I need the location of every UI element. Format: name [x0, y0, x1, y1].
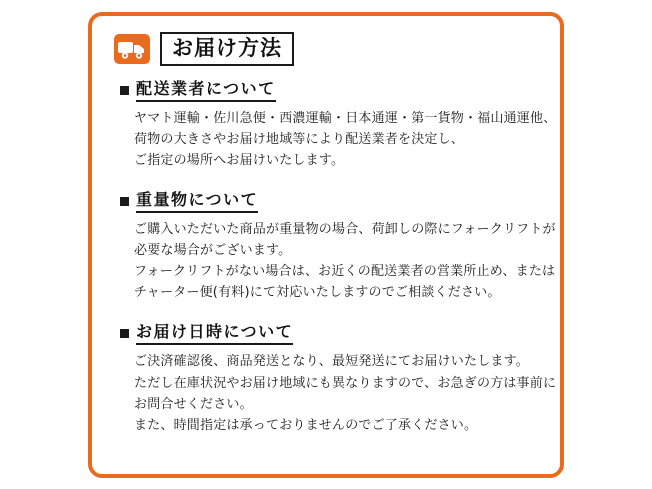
section-heavy-items-title: 重量物について — [136, 187, 258, 213]
body-line: フォークリフトがない場合は、お近くの配送業者の営業所止め、または — [134, 264, 556, 280]
section-heavy-items — [114, 187, 556, 303]
body-line: ご指定の場所へお届けいたします。 — [134, 153, 345, 169]
section-delivery-datetime-title: お届け日時について — [136, 319, 293, 345]
bullet-square-icon — [120, 197, 129, 206]
body-line: お問合せください。 — [134, 396, 253, 412]
body-line: 必要な場合がございます。 — [134, 243, 292, 259]
body-line: ヤマト運輸・佐川急便・西濃運輸・日本通運・第一貨物・福山通運他、 — [134, 111, 557, 127]
bullet-square-icon — [120, 329, 129, 338]
card-header — [114, 32, 540, 66]
section-heavy-items-header — [114, 187, 540, 214]
body-line: チャーター便(有料)にて対応いたしますのでご相談ください。 — [134, 285, 501, 301]
spacer — [114, 177, 540, 187]
section-carrier-header — [114, 76, 540, 103]
delivery-info-card — [88, 12, 564, 478]
body-line: 荷物の大きさやお届け地域等により配送業者を決定し、 — [134, 132, 465, 148]
body-line: ご決済確認後、商品発送となり、最短発送にてお届けいたします。 — [134, 354, 529, 370]
spacer — [114, 309, 540, 319]
body-line: また、時間指定は承っておりませんのでご了承ください。 — [134, 417, 478, 433]
section-delivery-datetime-header — [114, 319, 540, 346]
body-line: ご購入いただいた商品が重量物の場合、荷卸しの際にフォークリフトが — [134, 222, 556, 238]
section-heavy-items-body — [114, 219, 556, 303]
body-line: ただし在庫状況やお届け地域にも異なりますので、お急ぎの方は事前に — [134, 375, 557, 391]
section-delivery-datetime-body — [114, 351, 557, 435]
delivery-truck-icon — [114, 34, 150, 64]
section-delivery-datetime — [114, 319, 557, 435]
section-carrier — [114, 76, 557, 171]
page-title: お届け方法 — [160, 32, 294, 66]
section-carrier-title: 配送業者について — [136, 76, 276, 102]
card-content — [92, 16, 560, 474]
bullet-square-icon — [120, 86, 129, 95]
section-carrier-body — [114, 108, 557, 171]
